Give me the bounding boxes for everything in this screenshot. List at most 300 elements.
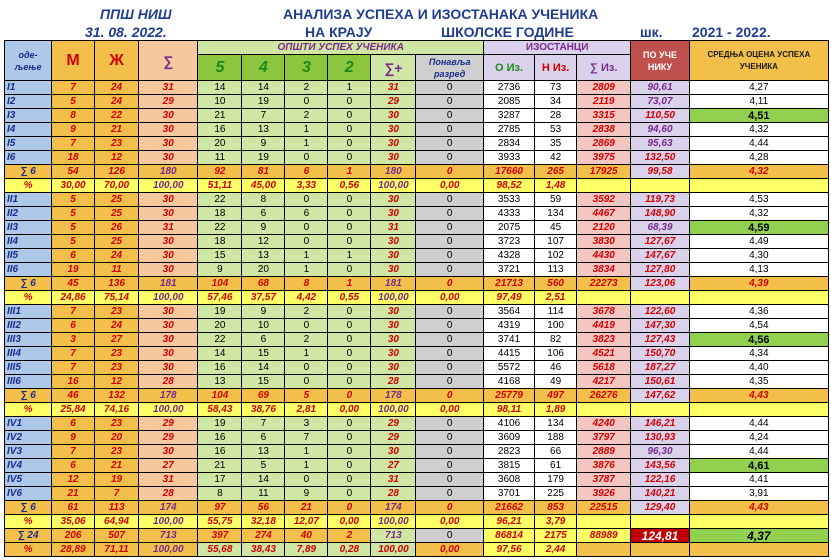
total-count: 30	[139, 347, 198, 361]
class-label: I4	[5, 123, 52, 137]
male-count: 9	[52, 431, 95, 445]
average-grade: 4,61	[689, 459, 828, 473]
male-count: 5	[52, 235, 95, 249]
positive-total: 30	[371, 137, 416, 151]
grade5-count: 16	[198, 123, 242, 137]
class-label: IV6	[5, 487, 52, 501]
table-row	[5, 165, 829, 179]
total-absences: 3787	[577, 473, 631, 487]
average-grade	[689, 515, 828, 529]
grade2-count: 0,55	[328, 291, 371, 305]
unexcused-absences: 46	[535, 361, 577, 375]
class-label: II3	[5, 221, 52, 235]
table-row	[5, 319, 829, 333]
table-row	[5, 221, 829, 235]
grade3-count: 12,07	[285, 515, 328, 529]
grade3-count: 6	[285, 207, 328, 221]
positive-total: 100,00	[371, 543, 416, 557]
absences-per-student: 90,61	[631, 81, 689, 95]
table-row	[5, 529, 829, 543]
total-absences: 3834	[577, 263, 631, 277]
excused-absences: 2823	[483, 445, 534, 459]
absences-per-student	[631, 179, 689, 193]
class-label: I3	[5, 109, 52, 123]
male-count: 18	[52, 151, 95, 165]
total-count: 100,00	[139, 291, 198, 305]
total-count: 30	[139, 137, 198, 151]
table-row	[5, 235, 829, 249]
average-grade: 4,36	[689, 305, 828, 319]
unexcused-absences: 225	[535, 487, 577, 501]
positive-total: 29	[371, 431, 416, 445]
grade5-count: 20	[198, 137, 242, 151]
grade3-count: 0	[285, 221, 328, 235]
excused-absences: 3723	[483, 235, 534, 249]
positive-total: 30	[371, 151, 416, 165]
positive-total: 30	[371, 263, 416, 277]
excused-absences: 3741	[483, 333, 534, 347]
total-count: 30	[139, 249, 198, 263]
repeat-count: 0	[416, 235, 484, 249]
grade3-count: 0	[285, 319, 328, 333]
average-grade: 4,37	[689, 529, 828, 543]
average-grade: 4,32	[689, 123, 828, 137]
absences-per-student: 127,43	[631, 333, 689, 347]
grade4-count: 11	[242, 487, 285, 501]
absences-per-student: 99,58	[631, 165, 689, 179]
total-count: 181	[139, 277, 198, 291]
absences-per-student: 132,50	[631, 151, 689, 165]
excused-absences: 4106	[483, 417, 534, 431]
col-success-group-header: ОПШТИ УСПЕХ УЧЕНИКА	[198, 41, 484, 55]
grade4-count: 12	[242, 235, 285, 249]
absences-per-student	[631, 403, 689, 417]
grade2-count: 0	[328, 459, 371, 473]
class-label: III3	[5, 333, 52, 347]
repeat-count: 0	[416, 263, 484, 277]
excused-absences: 3533	[483, 193, 534, 207]
grade2-count: 0	[328, 333, 371, 347]
grade3-count: 9	[285, 487, 328, 501]
grade4-count: 37,57	[242, 291, 285, 305]
repeat-count: 0	[416, 445, 484, 459]
grade4-count: 10	[242, 319, 285, 333]
excused-absences: 5572	[483, 361, 534, 375]
grade4-count: 15	[242, 375, 285, 389]
positive-total: 30	[371, 207, 416, 221]
average-grade: 4,34	[689, 347, 828, 361]
year-prefix: шк.	[640, 24, 663, 40]
class-label: III6	[5, 375, 52, 389]
total-absences: 2120	[577, 221, 631, 235]
table-row	[5, 487, 829, 501]
positive-total: 30	[371, 319, 416, 333]
grade5-count: 21	[198, 459, 242, 473]
grade3-count: 21	[285, 501, 328, 515]
male-count: 54	[52, 165, 95, 179]
total-absences: 2838	[577, 123, 631, 137]
female-count: 507	[95, 529, 139, 543]
table-row	[5, 263, 829, 277]
grade3-count: 2,81	[285, 403, 328, 417]
col-excused-header: О Из.	[483, 55, 534, 81]
table-row	[5, 277, 829, 291]
unexcused-absences: 188	[535, 431, 577, 445]
female-count: 71,11	[95, 543, 139, 557]
total-absences	[577, 403, 631, 417]
grade2-count: 0	[328, 417, 371, 431]
unexcused-absences: 53	[535, 123, 577, 137]
female-count: 23	[95, 137, 139, 151]
average-grade: 4,56	[689, 333, 828, 347]
total-absences	[577, 291, 631, 305]
unexcused-absences: 82	[535, 333, 577, 347]
absences-per-student: 150,61	[631, 375, 689, 389]
class-label: III1	[5, 305, 52, 319]
positive-total: 31	[371, 221, 416, 235]
male-count: 5	[52, 95, 95, 109]
absences-per-student: 119,73	[631, 193, 689, 207]
col-per-student-header: ПО УЧЕ НИКУ	[631, 41, 689, 81]
total-count: 31	[139, 221, 198, 235]
total-count: 30	[139, 193, 198, 207]
grade2-count: 0,28	[328, 543, 371, 557]
average-grade	[689, 291, 828, 305]
table-row	[5, 403, 829, 417]
female-count: 20	[95, 431, 139, 445]
repeat-count: 0,00	[416, 515, 484, 529]
excused-absences: 2785	[483, 123, 534, 137]
grade3-count: 1	[285, 249, 328, 263]
table-row	[5, 179, 829, 193]
repeat-count: 0	[416, 221, 484, 235]
table-row	[5, 137, 829, 151]
male-count: 206	[52, 529, 95, 543]
excused-absences: 3608	[483, 473, 534, 487]
grade5-count: 21	[198, 109, 242, 123]
positive-total: 30	[371, 305, 416, 319]
grade2-count: 0,56	[328, 179, 371, 193]
absences-per-student: 73,07	[631, 95, 689, 109]
grade4-count: 20	[242, 263, 285, 277]
unexcused-absences: 134	[535, 417, 577, 431]
male-count: 30,00	[52, 179, 95, 193]
table-row	[5, 501, 829, 515]
report-date: 31. 08. 2022.	[85, 24, 167, 40]
positive-total: 178	[371, 389, 416, 403]
grade2-count: 0	[328, 361, 371, 375]
female-count: 22	[95, 109, 139, 123]
class-label: II6	[5, 263, 52, 277]
male-count: 21	[52, 487, 95, 501]
grade2-count: 0,00	[328, 403, 371, 417]
female-count: 64,94	[95, 515, 139, 529]
unexcused-absences: 107	[535, 235, 577, 249]
grade2-count: 0	[328, 263, 371, 277]
female-count: 24	[95, 249, 139, 263]
repeat-count: 0	[416, 487, 484, 501]
repeat-count: 0	[416, 137, 484, 151]
total-count: 174	[139, 501, 198, 515]
col-sum-plus-header: ∑+	[371, 55, 416, 81]
excused-absences: 25779	[483, 389, 534, 403]
positive-total: 181	[371, 277, 416, 291]
unexcused-absences: 59	[535, 193, 577, 207]
absences-per-student: 143,56	[631, 459, 689, 473]
total-absences: 3926	[577, 487, 631, 501]
repeat-count: 0,00	[416, 543, 484, 557]
female-count: 27	[95, 333, 139, 347]
grade2-count: 0	[328, 123, 371, 137]
class-label: II4	[5, 235, 52, 249]
grade4-count: 19	[242, 151, 285, 165]
col-male-header: М	[52, 41, 95, 81]
grade3-count: 2	[285, 305, 328, 319]
positive-total: 28	[371, 487, 416, 501]
grade4-count: 38,76	[242, 403, 285, 417]
female-count: 24	[95, 319, 139, 333]
grade5-count: 16	[198, 445, 242, 459]
absences-per-student: 124,81	[631, 529, 689, 543]
unexcused-absences: 2,44	[535, 543, 577, 557]
repeat-count: 0	[416, 109, 484, 123]
total-count: 28	[139, 375, 198, 389]
excused-absences: 3721	[483, 263, 534, 277]
average-grade	[689, 543, 828, 557]
success-absence-table	[4, 40, 829, 557]
excused-absences: 2736	[483, 81, 534, 95]
grade5-count: 55,75	[198, 515, 242, 529]
unexcused-absences: 49	[535, 375, 577, 389]
excused-absences: 3701	[483, 487, 534, 501]
male-count: 7	[52, 347, 95, 361]
male-count: 5	[52, 207, 95, 221]
unexcused-absences: 61	[535, 459, 577, 473]
positive-total: 100,00	[371, 403, 416, 417]
grade3-count: 0	[285, 361, 328, 375]
average-grade: 4,43	[689, 389, 828, 403]
grade2-count: 0	[328, 375, 371, 389]
excused-absences: 21662	[483, 501, 534, 515]
class-label: III5	[5, 361, 52, 375]
absences-per-student	[631, 515, 689, 529]
unexcused-absences: 2175	[535, 529, 577, 543]
total-count: 29	[139, 417, 198, 431]
grade5-count: 10	[198, 95, 242, 109]
report-subtitle-year: ШКОЛСКЕ ГОДИНЕ	[441, 24, 574, 40]
col-grade2-header: 2	[328, 55, 371, 81]
female-count: 7	[95, 487, 139, 501]
grade4-count: 9	[242, 137, 285, 151]
excused-absences: 98,11	[483, 403, 534, 417]
female-count: 70,00	[95, 179, 139, 193]
female-count: 23	[95, 417, 139, 431]
total-count: 30	[139, 305, 198, 319]
total-absences	[577, 543, 631, 557]
average-grade: 4,54	[689, 319, 828, 333]
male-count: 7	[52, 81, 95, 95]
female-count: 113	[95, 501, 139, 515]
table-row	[5, 109, 829, 123]
table-row	[5, 417, 829, 431]
grade2-count: 0	[328, 319, 371, 333]
unexcused-absences: 45	[535, 221, 577, 235]
school-year: 2021 - 2022.	[692, 24, 771, 40]
class-label: ∑ 24	[5, 529, 52, 543]
repeat-count: 0	[416, 207, 484, 221]
unexcused-absences: 1,48	[535, 179, 577, 193]
repeat-count: 0	[416, 319, 484, 333]
total-absences: 3876	[577, 459, 631, 473]
grade2-count: 0,00	[328, 515, 371, 529]
male-count: 61	[52, 501, 95, 515]
grade3-count: 8	[285, 277, 328, 291]
col-dept-header: оде- љење	[5, 41, 52, 81]
grade5-count: 9	[198, 263, 242, 277]
total-absences: 5618	[577, 361, 631, 375]
table-row	[5, 389, 829, 403]
grade3-count: 40	[285, 529, 328, 543]
total-count: 30	[139, 445, 198, 459]
grade3-count: 1	[285, 263, 328, 277]
grade2-count: 1	[328, 277, 371, 291]
unexcused-absences: 114	[535, 305, 577, 319]
grade3-count: 0	[285, 193, 328, 207]
grade3-count: 3,33	[285, 179, 328, 193]
female-count: 23	[95, 347, 139, 361]
absences-per-student: 150,70	[631, 347, 689, 361]
repeat-count: 0	[416, 151, 484, 165]
total-count: 100,00	[139, 543, 198, 557]
total-absences: 3975	[577, 151, 631, 165]
grade2-count: 1	[328, 165, 371, 179]
grade3-count: 2	[285, 109, 328, 123]
average-grade: 4,51	[689, 109, 828, 123]
grade2-count: 0	[328, 221, 371, 235]
total-count: 100,00	[139, 515, 198, 529]
class-label: I2	[5, 95, 52, 109]
grade3-count: 2	[285, 81, 328, 95]
class-label: II1	[5, 193, 52, 207]
absences-per-student: 146,21	[631, 417, 689, 431]
repeat-count: 0	[416, 389, 484, 403]
female-count: 132	[95, 389, 139, 403]
average-grade: 4,28	[689, 151, 828, 165]
excused-absences: 17660	[483, 165, 534, 179]
repeat-count: 0	[416, 95, 484, 109]
positive-total: 29	[371, 417, 416, 431]
total-count: 180	[139, 165, 198, 179]
female-count: 24	[95, 95, 139, 109]
excused-absences: 4168	[483, 375, 534, 389]
unexcused-absences: 73	[535, 81, 577, 95]
class-label: III4	[5, 347, 52, 361]
grade5-count: 22	[198, 221, 242, 235]
table-row	[5, 81, 829, 95]
excused-absences: 3609	[483, 431, 534, 445]
grade4-count: 14	[242, 81, 285, 95]
male-count: 12	[52, 473, 95, 487]
absences-per-student: 148,90	[631, 207, 689, 221]
average-grade: 4,40	[689, 361, 828, 375]
female-count: 21	[95, 123, 139, 137]
positive-total: 30	[371, 445, 416, 459]
col-grade3-header: 3	[285, 55, 328, 81]
unexcused-absences: 497	[535, 389, 577, 403]
positive-total: 174	[371, 501, 416, 515]
male-count: 6	[52, 319, 95, 333]
excused-absences: 21713	[483, 277, 534, 291]
grade4-count: 56	[242, 501, 285, 515]
average-grade: 4,59	[689, 221, 828, 235]
repeat-count: 0	[416, 123, 484, 137]
unexcused-absences: 1,89	[535, 403, 577, 417]
average-grade: 4,27	[689, 81, 828, 95]
excused-absences: 3815	[483, 459, 534, 473]
absences-per-student: 95,63	[631, 137, 689, 151]
repeat-count: 0	[416, 193, 484, 207]
grade4-count: 9	[242, 221, 285, 235]
grade3-count: 1	[285, 445, 328, 459]
total-absences: 2889	[577, 445, 631, 459]
total-count: 30	[139, 109, 198, 123]
total-count: 31	[139, 81, 198, 95]
absences-per-student: 94,60	[631, 123, 689, 137]
table-row	[5, 459, 829, 473]
excused-absences: 4319	[483, 319, 534, 333]
table-body	[5, 81, 829, 557]
repeat-count: 0	[416, 459, 484, 473]
grade5-count: 22	[198, 193, 242, 207]
grade2-count: 0	[328, 487, 371, 501]
positive-total: 30	[371, 361, 416, 375]
unexcused-absences: 35	[535, 137, 577, 151]
male-count: 6	[52, 249, 95, 263]
grade4-count: 274	[242, 529, 285, 543]
col-avg-grade-header: СРЕДЊА ОЦЕНА УСПЕХА УЧЕНИКА	[689, 41, 828, 81]
total-count: 30	[139, 263, 198, 277]
total-absences	[577, 515, 631, 529]
unexcused-absences: 853	[535, 501, 577, 515]
absences-per-student	[631, 543, 689, 557]
grade2-count: 0	[328, 347, 371, 361]
total-absences	[577, 179, 631, 193]
male-count: 16	[52, 375, 95, 389]
total-absences: 2869	[577, 137, 631, 151]
grade2-count: 0	[328, 445, 371, 459]
positive-total: 100,00	[371, 179, 416, 193]
total-absences: 3678	[577, 305, 631, 319]
total-absences: 2119	[577, 95, 631, 109]
grade2-count: 1	[328, 249, 371, 263]
male-count: 3	[52, 333, 95, 347]
table-row	[5, 95, 829, 109]
grade5-count: 58,43	[198, 403, 242, 417]
grade4-count: 14	[242, 361, 285, 375]
grade3-count: 7	[285, 431, 328, 445]
class-label: ∑ 6	[5, 501, 52, 515]
female-count: 74,16	[95, 403, 139, 417]
grade5-count: 13	[198, 375, 242, 389]
total-absences: 3592	[577, 193, 631, 207]
grade4-count: 5	[242, 459, 285, 473]
total-count: 30	[139, 207, 198, 221]
grade5-count: 18	[198, 207, 242, 221]
average-grade: 4,24	[689, 431, 828, 445]
male-count: 28,89	[52, 543, 95, 557]
male-count: 9	[52, 123, 95, 137]
report-subtitle-end: НА КРАЈУ	[305, 24, 373, 40]
